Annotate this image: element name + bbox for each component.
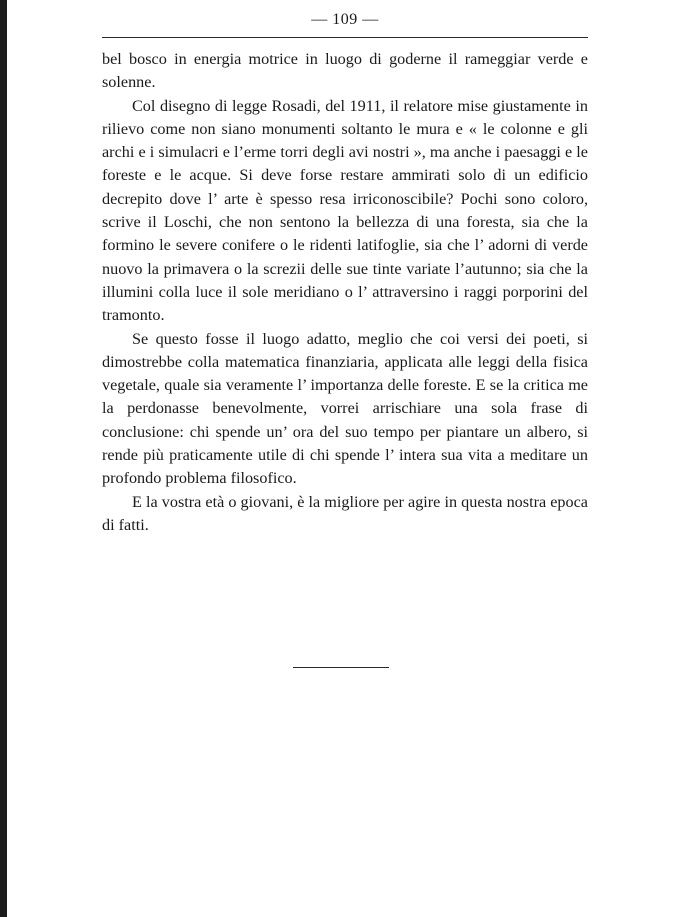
paragraph-conclusion: E la vostra età o giovani, è la migliore per agire in questa nostra epoca di fatti.	[102, 492, 588, 534]
header-rule	[102, 37, 588, 38]
paragraph-forest-importance: Se questo fosse il luogo adatto, meglio che coi versi dei poeti, si dimostrebbe colla matematica finanziaria, applicata alle leggi della fisica vegetale, quale sia veramente l’ importanza delle foreste. E se la critica me la perdonasse benevolmente, vorrei arrischiare una sola frase di conclusione: chi spende un’ ora del suo tempo per piantare un albero, si rende più praticamente utile di chi spende l’ intera sua vita a meditare un profondo problema filosofico.	[102, 329, 588, 488]
page-header	[102, 8, 588, 44]
paragraph-continuation: bel bosco in energia motrice in luogo di goderne il rameggiar verde e solenne.	[102, 50, 588, 92]
body-text	[102, 48, 588, 537]
end-rule	[293, 667, 389, 668]
book-page	[102, 8, 588, 537]
paragraph-rosadi-law: Col disegno di legge Rosadi, del 1911, il relatore mise giustamente in rilievo come non siano monumenti soltanto le mura e « le colonne e gli archi e i simulacri e l’erme torri degli avi nostri », ma anche i paesaggi e le foreste e le acque. Si deve forse restare ammirati solo di un edificio decrepito dove l’ arte è spesso resa irriconoscibile? Pochi sono coloro, scrive il Loschi, che non sentono la bellezza di una foresta, sia che la formino le severe conifere o le ridenti latifoglie, sia che l’ adorni di verde nuovo la primavera o la screzii delle sue tinte variate l’autunno; sia che la illumini colla luce il sole meridiano o l’ attraversino i raggi porporini del tramonto.	[102, 96, 588, 325]
scan-edge	[0, 0, 7, 917]
page-number: — 109 —	[311, 11, 379, 28]
